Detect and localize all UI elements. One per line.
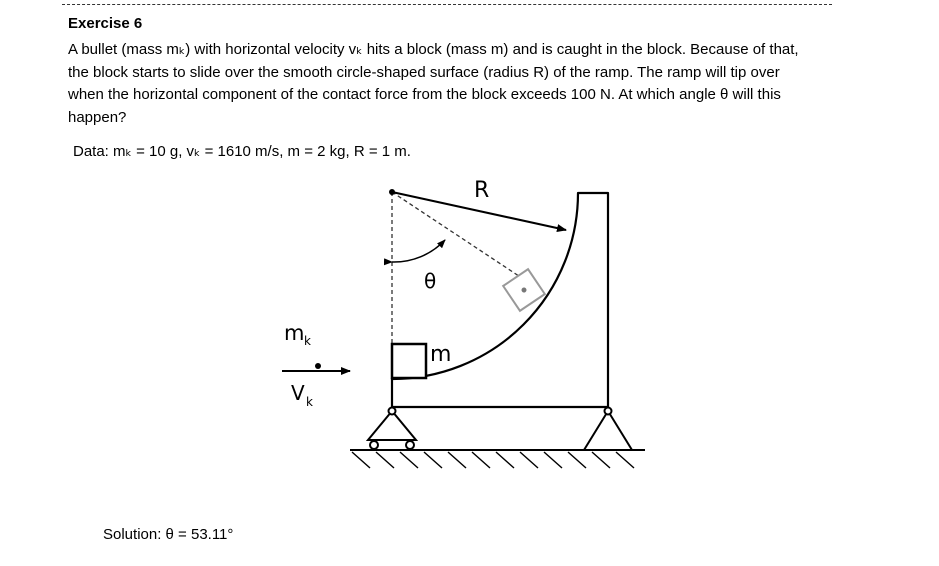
angle-label: θ (424, 269, 437, 293)
bullet-labels (282, 321, 350, 409)
angle-arc (392, 240, 445, 262)
roller-support (368, 408, 416, 450)
problem-line-3: when the horizontal component of the contact force from the block exceeds 100 N. At which angle θ will this (68, 86, 781, 104)
ground-hatching (350, 450, 645, 468)
bullet-velocity-subscript: k (306, 395, 313, 409)
block-mass-label: m (430, 342, 452, 367)
bullet-mass-subscript: k (304, 334, 311, 348)
block-on-curve (503, 269, 545, 311)
exercise-title: Exercise 6 (68, 15, 143, 32)
block-bottom (392, 344, 426, 378)
radius-label: R (474, 178, 490, 203)
problem-line-2: the block starts to slide over the smooth circle-shaped surface (radius R) of the ramp. The ramp will tip over (68, 63, 780, 81)
bullet-velocity-label: V (291, 381, 305, 405)
bullet (315, 363, 321, 369)
solution-line: Solution: θ = 53.11° (103, 526, 234, 543)
given-data: Data: mₖ = 10 g, vₖ = 1610 m/s, m = 2 kg, R = 1 m. (73, 143, 411, 160)
problem-line-1: A bullet (mass mₖ) with horizontal velocity vₖ hits a block (mass m) and is caught in the block. Because of that, (68, 41, 799, 58)
problem-line-4: happen? (68, 109, 127, 127)
bullet-mass-label: m (284, 321, 305, 345)
pin-support (584, 408, 632, 451)
